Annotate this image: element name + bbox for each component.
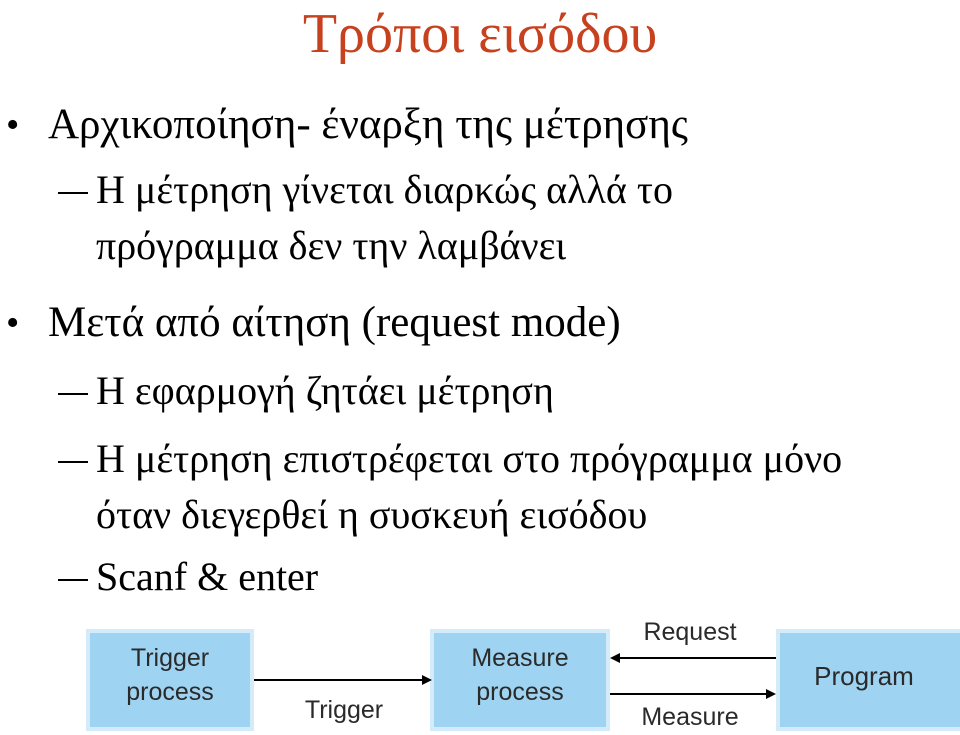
dash-icon [58, 579, 88, 581]
bullet-text: Αρχικοποίηση- έναρξη της μέτρησης [48, 101, 688, 148]
request-mode-diagram [0, 615, 960, 735]
arrow-label: Request [643, 618, 737, 646]
measure-process-box [430, 629, 610, 731]
box-label: process [126, 678, 214, 706]
subitem-line: όταν διεγερθεί η συσκευή εισόδου [96, 492, 648, 537]
subitem-line: πρόγραμμα δεν την λαμβάνει [96, 223, 567, 268]
box-label: Measure [471, 644, 569, 672]
arrow-label: Measure [641, 703, 739, 731]
bullet-text: Μετά από αίτηση (request mode) [48, 299, 621, 346]
subitem-line: Η εφαρμογή ζητάει μέτρηση [96, 368, 554, 413]
program-box [776, 629, 960, 731]
box-label: Trigger [130, 644, 210, 672]
trigger-arrow [254, 680, 430, 724]
subitem-line: Η μέτρηση επιστρέφεται στο πρόγραμμα μόνο [96, 436, 843, 481]
dash-icon [58, 393, 88, 395]
dash-icon [58, 192, 88, 194]
box-label: process [476, 678, 564, 706]
arrow-label: Trigger [304, 696, 384, 724]
bullet-dot-icon: • [6, 104, 20, 146]
trigger-process-box [86, 629, 254, 731]
request-arrow [612, 618, 776, 658]
slide-title: Τρόποι εισόδου [302, 3, 658, 65]
subitem-line: Η μέτρηση γίνεται διαρκώς αλλά το [96, 167, 673, 212]
dash-icon [58, 461, 88, 463]
subitem-line: Scanf & enter [96, 554, 319, 599]
measure-arrow [610, 694, 774, 731]
bullet-dot-icon: • [6, 302, 20, 344]
box-label: Program [814, 661, 914, 691]
